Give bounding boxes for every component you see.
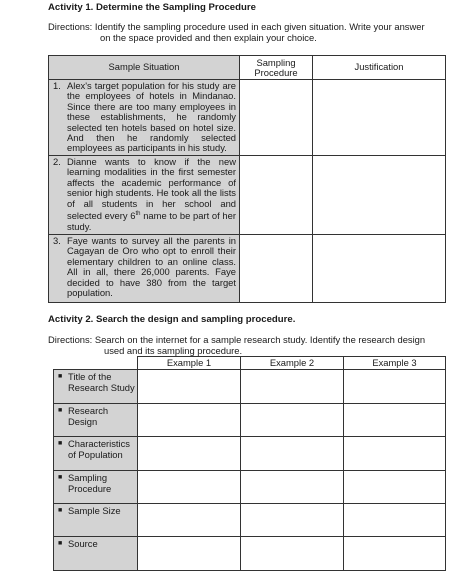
activity2-directions	[48, 334, 425, 356]
situation-cell	[49, 80, 240, 156]
table-header-row	[49, 56, 446, 80]
bullet-icon: ■	[58, 474, 63, 481]
example-answer-cell[interactable]	[344, 370, 446, 404]
activity1-directions	[48, 21, 425, 43]
activity1-directions-line1: Directions: Identify the sampling procedure used in each given situation. Write your answer	[48, 21, 425, 32]
research-design-table	[53, 356, 446, 571]
header-example-1: Example 1	[138, 357, 241, 370]
header-sampling-procedure	[240, 56, 313, 80]
header-example-2: Example 2	[241, 357, 344, 370]
example-answer-cell[interactable]	[344, 537, 446, 571]
criterion-label: Sample Size	[68, 505, 121, 516]
example-answer-cell[interactable]	[241, 437, 344, 471]
criterion-label: Characteristics of Population	[68, 438, 130, 460]
situation-text-part1: Dianne wants to know if the new learning modalities in the first semester affects the academic performance of senior high students. He took all the lists of all students in her school and selected every 6	[67, 156, 236, 222]
table-row	[49, 156, 446, 235]
sampling-procedure-answer-cell[interactable]	[240, 235, 313, 303]
situation-number: 1.	[53, 80, 61, 91]
criterion-label: Source	[68, 538, 98, 549]
criterion-cell	[54, 504, 138, 537]
criterion-cell	[54, 471, 138, 504]
example-answer-cell[interactable]	[241, 404, 344, 437]
table-row	[54, 437, 446, 471]
justification-answer-cell[interactable]	[313, 235, 446, 303]
table-row	[54, 471, 446, 504]
table-header-row	[54, 357, 446, 370]
table-row	[54, 404, 446, 437]
table-row	[54, 370, 446, 404]
situation-cell	[49, 235, 240, 303]
situation-cell	[49, 156, 240, 235]
justification-answer-cell[interactable]	[313, 156, 446, 235]
example-answer-cell[interactable]	[344, 404, 446, 437]
activity2-directions-line1: Directions: Search on the internet for a sample research study. Identify the research design	[48, 334, 426, 345]
example-answer-cell[interactable]	[138, 370, 241, 404]
activity2-directions-line2: used and its sampling procedure.	[104, 345, 243, 356]
example-answer-cell[interactable]	[241, 471, 344, 504]
situation-text: Alex's target population for his study are the employees of hotels in Mindanao. Since there are too many employees in these establishments, he randomly selected ten hotels based on hotel size. And then he randomly selected employees as participants in his study.	[67, 80, 236, 154]
criterion-label: Research Design	[68, 405, 109, 427]
activity1-directions-line2: on the space provided and then explain your choice.	[100, 32, 317, 43]
criterion-cell	[54, 404, 138, 437]
header-procedure-line1: Sampling	[256, 56, 296, 68]
sampling-procedure-answer-cell[interactable]	[240, 80, 313, 156]
criterion-label: Sampling Procedure	[68, 472, 112, 494]
example-answer-cell[interactable]	[138, 504, 241, 537]
table-row	[49, 235, 446, 303]
sampling-procedure-answer-cell[interactable]	[240, 156, 313, 235]
situation-text: Faye wants to survey all the parents in Cagayan de Oro who opt to enroll their elementary children to an online class. All in all, there 26,000 parents. Faye decided to have 380 from the target population.	[67, 235, 236, 299]
header-sample-situation: Sample Situation	[49, 56, 240, 80]
situation-text-part2: name to be part of her study.	[67, 210, 236, 232]
example-answer-cell[interactable]	[344, 437, 446, 471]
situation-number: 3.	[53, 235, 61, 246]
example-answer-cell[interactable]	[344, 471, 446, 504]
activity2-title: Activity 2. Search the design and sampling procedure.	[48, 314, 296, 325]
example-answer-cell[interactable]	[138, 404, 241, 437]
bullet-icon: ■	[58, 373, 63, 380]
example-answer-cell[interactable]	[241, 370, 344, 404]
example-answer-cell[interactable]	[138, 437, 241, 471]
criterion-cell	[54, 537, 138, 571]
table-row	[49, 80, 446, 156]
header-corner	[54, 357, 138, 370]
situation-text	[67, 157, 236, 232]
criterion-cell	[54, 370, 138, 404]
header-example-3: Example 3	[344, 357, 446, 370]
header-procedure-line2: Procedure	[254, 66, 298, 78]
criterion-label: Title of the Research Study	[68, 371, 135, 393]
sampling-procedure-table	[48, 55, 446, 303]
table-row	[54, 504, 446, 537]
example-answer-cell[interactable]	[138, 537, 241, 571]
example-answer-cell[interactable]	[241, 537, 344, 571]
header-justification: Justification	[313, 56, 446, 80]
justification-answer-cell[interactable]	[313, 80, 446, 156]
bullet-icon: ■	[58, 407, 63, 414]
criterion-cell	[54, 437, 138, 471]
example-answer-cell[interactable]	[241, 504, 344, 537]
bullet-icon: ■	[58, 507, 63, 514]
bullet-icon: ■	[58, 540, 63, 547]
bullet-icon: ■	[58, 440, 63, 447]
ordinal-suffix: th	[135, 211, 141, 218]
activity1-title: Activity 1. Determine the Sampling Procedure	[48, 2, 256, 13]
situation-number: 2.	[53, 156, 61, 167]
table-row	[54, 537, 446, 571]
example-answer-cell[interactable]	[344, 504, 446, 537]
example-answer-cell[interactable]	[138, 471, 241, 504]
